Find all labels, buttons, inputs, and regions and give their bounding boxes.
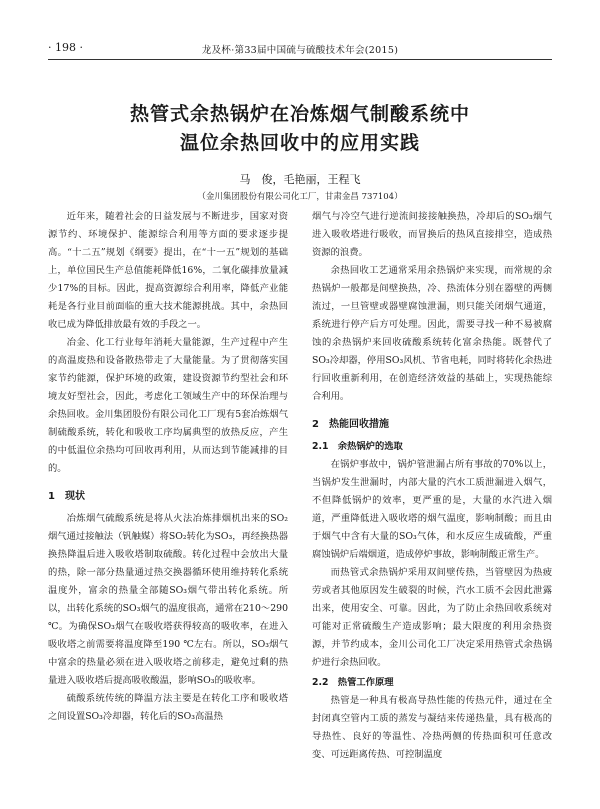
paragraph: 而热管式余热锅炉采用双间壁传热，当管壁因为热疲劳或者其他原因发生破裂的时候，汽水工质不会因此泄露出来，使用安全、可靠。因此，为了防止余热回收系统对可能对正常硫酸生产造成影响；最大限度的利用余热资源，并节约成本，金川公司化工厂决定采用热管式余热锅炉进行余热回收。 (312, 567, 552, 668)
page-number: · 198 · (48, 41, 83, 54)
paragraph: 近年来，随着社会的日益发展与不断进步，国家对资源节约、环境保护、能源综合利用等方面的要求逐步提高。“十二五”规划《纲要》提出，在“十一五”规划的基础上，单位国民生产总值能耗降低16%，二氧化碳排放量减少17%的目标。因此，提高资源综合利用率，降低产业能耗是各行业目前面临的重大技术能源挑战。其中，余热回收已成为降低排放最有效的手段之一。 (48, 211, 288, 330)
paper-title-line-1: 热管式余热锅炉在冶炼烟气制酸系统中 (129, 103, 470, 125)
paragraph: 冶金、化工行业每年消耗大量能源，生产过程中产生的高温废热和设备散热带走了大量能量。为了贯彻落实国家节约能源，保护环境的政策，建设资源节约型社会和环境友好型社会，因此，考虑化工领域生产中的环保治理与余热回收。金川集团股份有限公司化工厂现有5套冶炼烟气制硫酸系统，转化和吸收工序均属典型的放热反应，产生的中低温位余热均可回收再利用，从而达到节能减排的目的。 (48, 337, 288, 474)
paragraph: 热管是一种具有极高导热性能的传热元件，通过在全封闭真空管内工质的蒸发与凝结来传递热量，具有极高的导热性、良好的等温性、冷热两侧的传热面积可任意改变、可远距离传热、可控制温度 (312, 695, 552, 760)
running-header (48, 39, 552, 60)
section-heading: 2 热能回收措施 (312, 419, 389, 430)
title-block (48, 100, 552, 203)
authors: 马 俊，毛艳丽，王程飞 (239, 173, 361, 186)
right-column (312, 208, 552, 764)
paragraph: 冶炼烟气硫酸系统是将从火法冶炼排烟机出来的SO₂烟气通过接触法（钒触媒）将SO₂转化为SO₃，再经换热器换热降温后进入吸收塔制取硫酸。转化过程中会放出大量的热，除一部分热量通过热交换器循环使用维持转化系统温度外，富余的热量全部随SO₃烟气带出转化系统。所以，出转化系统的SO₃烟气的温度很高，通常在210～290 ℃。为确保SO₃烟气在吸收塔获得较高的吸收率，在进入吸收塔之前需要将温度降至190 ℃左右。所以，SO₃烟气中富余的热量必须在进入吸收塔之前移走，避免过剩的热量进入吸收塔后提高吸收酸温，影响SO₃的吸收率。 (48, 513, 288, 686)
paragraph: 硫酸系统传统的降温方法主要是在转化工序和吸收塔之间设置SO₃冷却器，转化后的SO₃高温热 (48, 693, 288, 722)
paragraph: 余热回收工艺通常采用余热锅炉来实现，而常规的余热锅炉一般都是间壁换热，冷、热流体分别在器壁的两侧流过，一旦管壁或器壁腐蚀泄漏，则只能关闭烟气通道，系统进行停产后方可处理。因此，需要寻找一种不易被腐蚀的余热锅炉来回收硫酸系统转化富余热能。既替代了SO₃冷却器，停用SO₃风机、节省电耗，同时将转化余热进行回收重新利用，在创造经济效益的基础上，实现热能综合利用。 (312, 265, 552, 402)
subsection-heading: 2.2 热管工作原理 (312, 677, 394, 688)
journal-title: 龙及杯·第33届中国硫与硫酸技术年会(2015) (201, 45, 399, 56)
affiliation: （金川集团股份有限公司化工厂，甘肃金昌 737104） (197, 192, 403, 202)
paragraph: 烟气与冷空气进行逆流间接接触换热，冷却后的SO₃烟气进入吸收塔进行吸收，而冒换后的热风直接排空，造成热资源的浪费。 (312, 211, 552, 258)
subsection-heading: 2.1 余热锅炉的选取 (312, 441, 403, 452)
paragraph: 在锅炉事故中，锅炉管泄漏占所有事故的70%以上，当锅炉发生泄漏时，内部大量的汽水工质泄漏进入烟气，不但降低锅炉的效率，更严重的是，大量的水汽进入烟道，严重降低进入吸收塔的烟气温度，影响制酸；而且由于烟气中含有大量的SO₃气体，和水反应生成硫酸，严重腐蚀锅炉后端烟道，造成停炉事故，影响制酸正常生产。 (312, 459, 552, 560)
left-column (48, 208, 288, 726)
paper-title-line-2: 温位余热回收中的应用实践 (179, 132, 420, 154)
section-heading: 1 现状 (48, 491, 85, 502)
